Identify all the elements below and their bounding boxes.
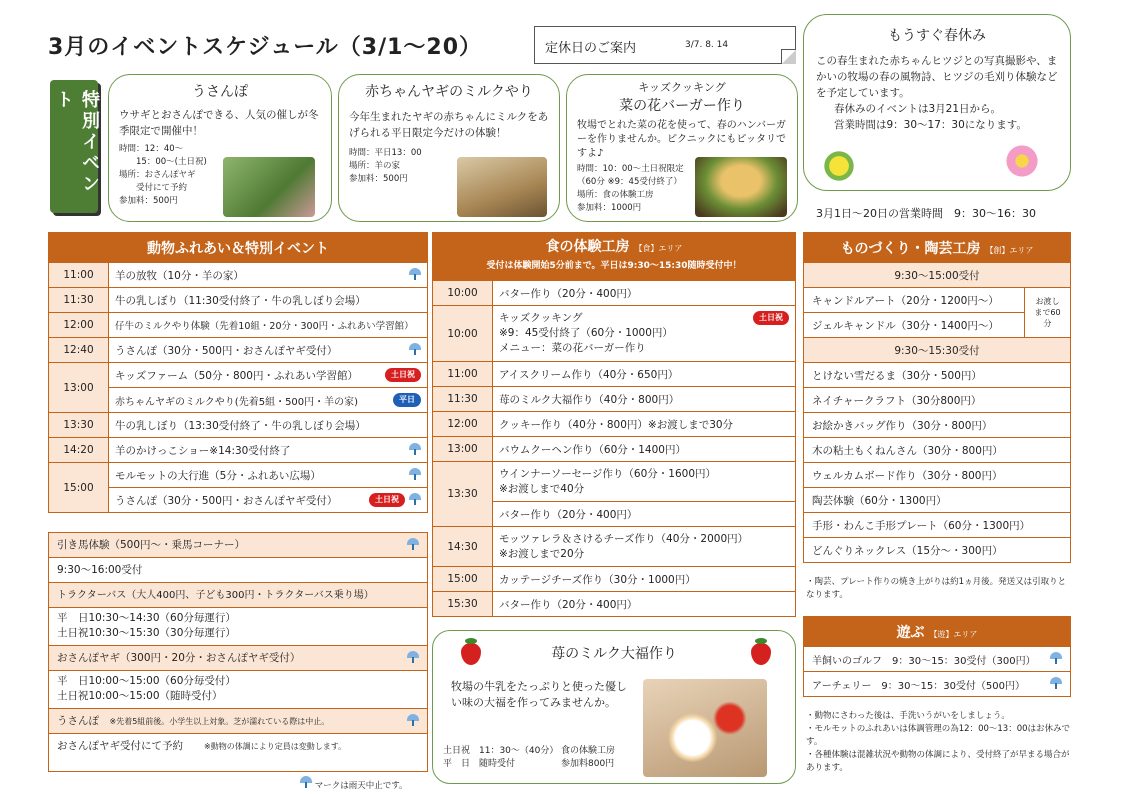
table-row — [49, 438, 428, 463]
craft-section-header — [803, 232, 1071, 262]
umbrella-icon — [409, 493, 421, 505]
craft-header-title: ものづくり・陶芸工房 — [840, 241, 981, 257]
card-detail — [561, 745, 615, 771]
craft-subheader: 9:30〜15:30受付 — [804, 338, 1071, 363]
weekend-badge: 土日祝 — [753, 311, 789, 325]
activity-detail: 9:30〜16:00受付 — [49, 558, 427, 583]
table-row — [433, 281, 796, 306]
card-body: この春生まれた赤ちゃんヒツジとの写真撮影や、まかいの牧場の春の風物詩、ヒツジの毛刈り体験などを予定しています。 — [816, 55, 1058, 99]
card-detail: （60分 ※9：45受付終了） — [577, 177, 682, 187]
closed-days-label: 定休日のご案内 — [545, 41, 637, 56]
weekend-badge: 土日祝 — [385, 368, 421, 382]
card-body: ウサギとおさんぽできる、人気の催しが冬季限定で開催中！ — [119, 109, 319, 137]
event-cell: バター作り（20分・400円） — [493, 281, 796, 306]
craft-area-label: 【創】エリア — [985, 246, 1034, 255]
activity-detail: 平 日10:30〜14:30（60分毎運行） — [57, 612, 236, 624]
general-notes — [806, 710, 1070, 775]
burger-photo — [695, 157, 787, 217]
food-schedule-table — [432, 280, 796, 617]
activity-label: トラクターバス（大人400円、子ども300円・トラクターバス乗り場） — [49, 583, 427, 608]
umbrella-icon — [409, 468, 421, 480]
table-row — [804, 288, 1071, 313]
craft-table — [803, 262, 1071, 563]
activity-label: おさんぽヤギ（300円・20分・おさんぽヤギ受付） — [57, 652, 301, 664]
time-cell: 10:00 — [433, 281, 493, 306]
daifuku-photo — [643, 679, 767, 777]
table-row — [49, 338, 428, 363]
table-row — [804, 338, 1071, 363]
special-event-label: 特別イベント — [53, 90, 100, 195]
card-detail — [443, 745, 558, 771]
kids-cooking-card — [566, 74, 798, 222]
time-cell: 13:30 — [433, 462, 493, 527]
food-header-sub: 受付は体験開始5分前まで。平日は9:30〜15:30随時受付中！ — [486, 261, 742, 271]
event-cell: ※9：45受付終了（60分・1000円） — [499, 327, 673, 339]
table-row — [804, 488, 1071, 513]
table-row — [49, 263, 428, 288]
spring-break-card — [803, 14, 1071, 191]
food-header-title: 食の体験工房 — [545, 239, 630, 255]
table-row — [433, 306, 796, 362]
table-row — [804, 363, 1071, 388]
time-cell: 13:00 — [433, 437, 493, 462]
time-cell: 11:00 — [433, 362, 493, 387]
table-row — [433, 437, 796, 462]
event-cell: バター作り（20分・400円） — [493, 592, 796, 617]
umbrella-icon — [407, 651, 419, 663]
food-area-label: 【食】エリア — [634, 244, 683, 253]
event-cell: ※お渡しまで20分 — [499, 547, 585, 560]
card-detail: 場所：おさんぽヤギ — [119, 170, 196, 180]
table-row — [49, 288, 428, 313]
closed-days-dates: 3/7. 8. 14 — [685, 40, 729, 50]
event-cell: うさんぽ（30分・500円・おさんぽヤギ受付） — [115, 494, 338, 507]
card-title: 菜の花バーガー作り — [619, 98, 745, 114]
time-cell: 14:30 — [433, 527, 493, 567]
table-row — [804, 513, 1071, 538]
event-cell: 羊の放牧（10分・羊の家） — [115, 269, 244, 282]
event-cell: ※お渡しまで40分 — [499, 482, 585, 495]
table-row — [49, 313, 428, 338]
event-cell: クッキー作り（40分・800円）※お渡しまで30分 — [493, 412, 796, 437]
table-row — [433, 462, 796, 502]
time-cell: 12:00 — [433, 412, 493, 437]
craft-item: どんぐりネックレス（15分〜・300円） — [804, 538, 1071, 563]
umbrella-icon — [300, 776, 312, 788]
card-body: 牧場の牛乳をたっぷりと使った優しい味の大福を作ってみませんか。 — [451, 680, 627, 709]
event-cell: 仔牛のミルクやり体験（先着10組・20分・300円・ふれあい学習館） — [109, 313, 428, 338]
time-cell: 11:30 — [49, 288, 109, 313]
craft-item: 木の粘土もくねんさん（30分・800円） — [804, 438, 1071, 463]
card-body: 営業時間は9：30〜17：30になります。 — [834, 119, 1027, 131]
umbrella-icon — [1050, 677, 1062, 689]
page-title: 3月のイベントスケジュール（3/1〜20） — [48, 35, 483, 60]
event-cell: 羊のかけっこショー※14:30受付終了 — [115, 444, 291, 457]
craft-item: お絵かきバッグ作り（30分・800円） — [804, 413, 1071, 438]
card-detail: 受付にて予約 — [119, 183, 188, 193]
craft-item: とけない雪だるま（30分・500円） — [804, 363, 1071, 388]
craft-note: ・陶芸、プレート作りの焼き上がりは約1ヵ月後。発送又は引取りとなります。 — [806, 577, 1067, 600]
table-row — [49, 463, 428, 488]
card-body: 春休みのイベントは3月21日から。 — [834, 103, 1002, 115]
event-cell: モッツァレラ＆さけるチーズ作り（40分・2000円） — [499, 532, 749, 545]
note-line: ・モルモットのふれあいは体調管理の為12：00〜13：00はお休みです。 — [806, 724, 1071, 747]
card-detail-line: 食の体験工房 — [561, 746, 616, 756]
table-row — [804, 647, 1071, 672]
rabbit-photo — [223, 157, 315, 217]
pink-flower-icon — [1004, 143, 1040, 179]
special-event-tag — [50, 80, 98, 213]
time-cell: 10:00 — [433, 306, 493, 362]
umbrella-icon — [407, 538, 419, 550]
card-detail: 時間：10：00〜土日祝限定 — [577, 164, 684, 174]
business-hours: 3月1日〜20日の営業時間 9：30〜16：30 — [816, 207, 1036, 220]
craft-item: ジェルキャンドル（30分・1400円〜） — [804, 313, 1025, 338]
umbrella-icon — [1050, 652, 1062, 664]
card-detail-line: 参加料800円 — [561, 759, 615, 769]
table-row — [49, 413, 428, 438]
event-cell: アイスクリーム作り（40分・650円） — [493, 362, 796, 387]
table-row — [804, 438, 1071, 463]
time-cell: 12:40 — [49, 338, 109, 363]
card-detail: 場所：食の体験工房 — [577, 190, 654, 200]
event-cell: バウムクーヘン作り（60分・1400円） — [493, 437, 796, 462]
activity-label: うさんぽ — [57, 715, 99, 727]
activity-detail: 土日祝10:30〜15:30（30分毎運行） — [57, 627, 236, 639]
daifuku-card — [432, 630, 796, 784]
craft-side-note: お渡しまで60分 — [1025, 288, 1071, 338]
activity-detail: 平 日10:00〜15:00（60分毎受付） — [57, 675, 236, 687]
card-body: 今年生まれたヤギの赤ちゃんにミルクをあげられる平日限定今だけの体験！ — [349, 111, 549, 139]
play-item: 羊飼いのゴルフ 9：30〜15：30受付（300円） — [812, 655, 1036, 667]
baby-goat-card — [338, 74, 560, 222]
card-detail: 15：00〜(土日祝) — [119, 157, 207, 167]
play-area-label: 【遊】エリア — [929, 630, 978, 639]
craft-item: 手形・わんこ手形プレート（60分・1300円） — [804, 513, 1071, 538]
event-cell: うさんぽ（30分・500円・おさんぽヤギ受付） — [115, 344, 338, 357]
time-cell: 15:00 — [49, 463, 109, 513]
rabbit-walk-card — [108, 74, 332, 222]
table-row — [433, 592, 796, 617]
table-row — [433, 387, 796, 412]
activity-detail: 土日祝10:00〜15:00（随時受付） — [57, 690, 223, 702]
card-detail: 時間：平日13：00 — [349, 148, 422, 158]
card-detail-line: 土日祝 11：30〜（40分） — [443, 746, 559, 756]
animal-schedule-table — [48, 262, 428, 513]
play-table — [803, 646, 1071, 697]
time-cell: 11:00 — [49, 263, 109, 288]
card-detail: 参加料：500円 — [119, 196, 178, 206]
card-title: もうすぐ春休み — [888, 28, 986, 44]
time-cell: 12:00 — [49, 313, 109, 338]
table-row — [433, 527, 796, 567]
table-row — [804, 263, 1071, 288]
time-cell: 15:30 — [433, 592, 493, 617]
table-row — [49, 363, 428, 388]
activity-label: 引き馬体験（500円〜・乗馬コーナー） — [57, 539, 246, 551]
activity-note: ※先着5組前後。小学生以上対象。芝が濡れている際は中止。 — [109, 717, 330, 726]
event-cell: キッズファーム（50分・800円・ふれあい学習館） — [115, 369, 358, 382]
craft-item: ウェルカムボード作り（30分・800円） — [804, 463, 1071, 488]
event-cell: 苺のミルク大福作り（40分・800円） — [493, 387, 796, 412]
card-title: 苺のミルク大福作り — [551, 646, 677, 662]
weekend-badge: 土日祝 — [369, 493, 405, 507]
card-detail-line: 平 日 随時受付 — [443, 759, 516, 769]
craft-item: キャンドルアート（20分・1200円〜） — [804, 288, 1025, 313]
table-row — [433, 412, 796, 437]
umbrella-icon — [409, 268, 421, 280]
activity-note: ※動物の体調により定員は変動します。 — [204, 742, 347, 751]
goat-photo — [457, 157, 547, 217]
table-row — [804, 388, 1071, 413]
table-row — [433, 567, 796, 592]
time-cell: 13:00 — [49, 363, 109, 413]
closed-days-note — [534, 26, 796, 64]
event-cell: メニュー：菜の花バーガー作り — [499, 342, 646, 354]
event-cell: 牛の乳しぼり（13:30受付終了・牛の乳しぼり会場） — [109, 413, 428, 438]
craft-item: 陶芸体験（60分・1300円） — [804, 488, 1071, 513]
event-cell: モルモットの大行進（5分・ふれあい広場） — [115, 469, 321, 482]
card-title: うさんぽ — [192, 84, 248, 100]
event-cell: 牛の乳しぼり（11:30受付終了・牛の乳しぼり会場） — [109, 288, 428, 313]
table-row — [804, 463, 1071, 488]
table-row — [804, 538, 1071, 563]
card-subtitle: キッズクッキング — [638, 81, 726, 94]
food-section-header — [432, 232, 796, 280]
time-cell: 15:00 — [433, 567, 493, 592]
card-title: 赤ちゃんヤギのミルクやり — [365, 84, 533, 100]
card-body: 牧場でとれた菜の花を使って、春のハンバーガーを作りませんか。ピクニックにもピッタリですよ♪ — [577, 120, 786, 159]
card-detail: 場所：羊の家 — [349, 161, 401, 171]
card-detail: 参加料：500円 — [349, 174, 408, 184]
rain-note-text: マークは雨天中止です。 — [314, 781, 408, 791]
time-cell: 11:30 — [433, 387, 493, 412]
play-header-title: 遊ぶ — [896, 625, 925, 641]
rapeseed-flower-icon — [822, 149, 856, 183]
table-row — [804, 413, 1071, 438]
animal-section-header: 動物ふれあい＆特別イベント — [48, 232, 428, 262]
event-cell: キッズクッキング — [499, 312, 583, 324]
event-cell: カッテージチーズ作り（30分・1000円） — [493, 567, 796, 592]
other-activities-box — [48, 532, 428, 772]
craft-item: ネイチャークラフト（30分800円） — [804, 388, 1071, 413]
weekday-badge: 平日 — [393, 393, 421, 407]
play-item: アーチェリー 9：30〜15：30受付（500円） — [812, 680, 1026, 692]
event-cell: バター作り（20分・400円） — [493, 502, 796, 527]
card-detail: 時間：12：40〜 — [119, 144, 184, 154]
time-cell: 14:20 — [49, 438, 109, 463]
umbrella-icon — [409, 343, 421, 355]
event-cell: ウインナーソーセージ作り（60分・1600円） — [499, 467, 717, 480]
table-row — [433, 362, 796, 387]
table-row — [804, 672, 1071, 697]
note-line: ・各種体験は混雑状況や動物の体調により、受付終了が早まる場合があります。 — [806, 750, 1070, 773]
card-detail: 参加料：1000円 — [577, 203, 642, 213]
craft-subheader: 9:30〜15:00受付 — [804, 263, 1071, 288]
activity-detail: おさんぽヤギ受付にて予約 — [57, 740, 183, 752]
umbrella-icon — [409, 443, 421, 455]
rain-note — [300, 776, 408, 793]
event-cell: 赤ちゃんヤギのミルクやり(先着5組・500円・羊の家) — [115, 396, 359, 408]
time-cell: 13:30 — [49, 413, 109, 438]
umbrella-icon — [407, 714, 419, 726]
play-section-header — [803, 616, 1071, 646]
note-line: ・動物にさわった後は、手洗いうがいをしましょう。 — [806, 711, 1010, 721]
